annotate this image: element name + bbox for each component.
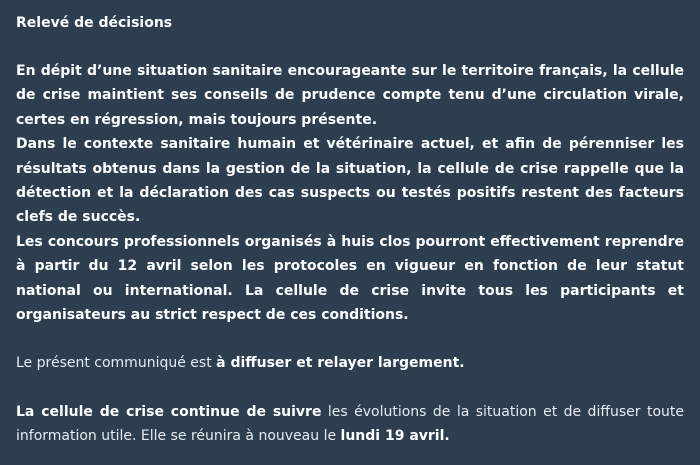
closing-paragraph xyxy=(16,400,684,449)
spacer xyxy=(16,327,684,351)
paragraph-competitions: Les concours professionnels organisés à huis clos pourront effectivement reprendre à partir du 12 avril selon les protocoles en vigueur en fonction de leur statut national ou international. La cellule de crise invite tous les participants et organisateurs au strict respect de ces conditions. xyxy=(16,233,684,324)
document-body xyxy=(16,59,684,449)
paragraph-detection-reminder: Dans le contexte sanitaire humain et vétérinaire actuel, et afin de pérenniser les résultats obtenus dans la gestion de la situation, la cellule de crise rappelle que la détection et la déclaration des cas suspects ou testés positifs restent des facteurs clefs de succès. xyxy=(16,136,684,226)
spacer xyxy=(16,376,684,400)
notice-emphasis: à diffuser et relayer largement. xyxy=(216,355,465,372)
closing-lead: La cellule de crise continue de suivre xyxy=(16,403,322,420)
document-heading: Relevé de décisions xyxy=(16,15,173,31)
paragraph-sanitary-situation: En dépit d’une situation sanitaire encourageante sur le territoire français, la cellule de crise maintient ses conseils de prudence compte tenu d’une circulation virale, certes en régression, mais toujours présente. xyxy=(16,63,684,128)
notice-prefix: Le présent communiqué est xyxy=(16,355,217,372)
next-meeting-date: lundi 19 avril xyxy=(340,428,445,445)
closing-end: . xyxy=(444,428,450,445)
closing-middle: les évolutions de la situation et de diffuser toute information utile. Elle se réunira à nouveau le xyxy=(16,403,684,445)
notice-line xyxy=(16,351,684,375)
